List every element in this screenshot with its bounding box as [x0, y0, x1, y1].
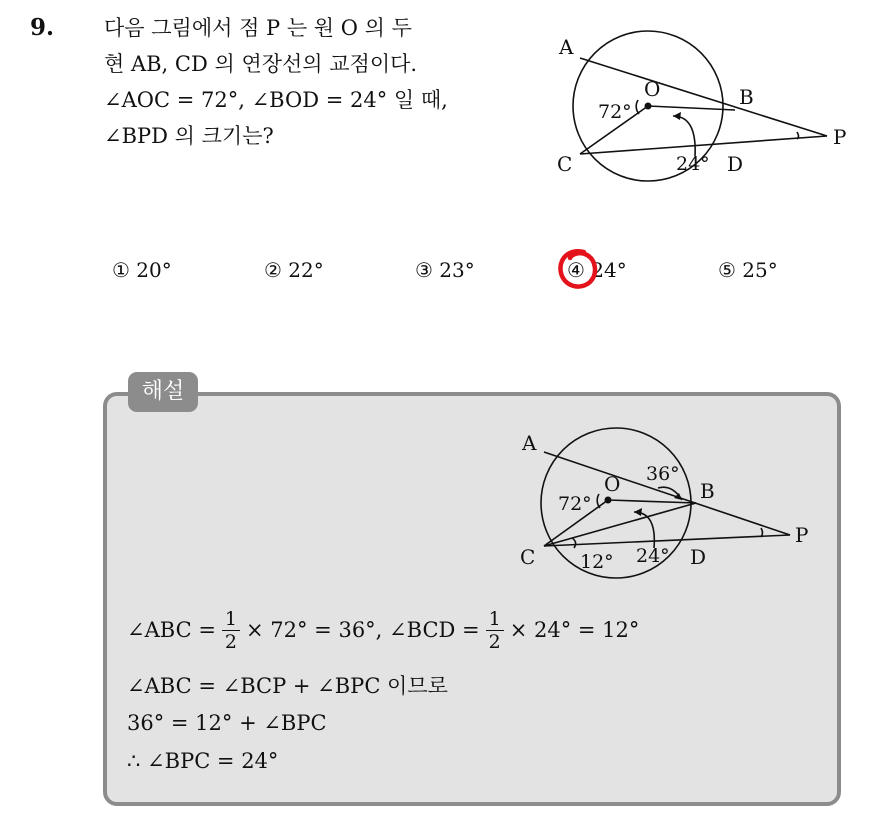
choice-5[interactable] — [718, 255, 778, 285]
solution-line-4: ∴ ∠BPC = 24° — [127, 749, 279, 773]
fraction-1-numerator: 1 — [222, 608, 240, 631]
label-d: D — [727, 152, 744, 176]
label-a: A — [559, 35, 574, 59]
choice-3[interactable] — [415, 255, 475, 285]
label-d-2: D — [690, 545, 707, 569]
label-b: B — [739, 85, 754, 109]
fraction-1-denominator: 2 — [224, 630, 238, 653]
label-a-2: A — [522, 431, 537, 455]
answer-mark-circle — [554, 246, 602, 294]
solution-line-1-part3: × 24° = 12° — [509, 618, 640, 642]
answer-choices — [0, 255, 884, 289]
choice-2-marker: ② — [264, 258, 282, 282]
solution-label: 해설 — [128, 372, 198, 412]
choice-3-marker: ③ — [415, 258, 433, 282]
choice-4-marker: ④ — [567, 258, 585, 282]
choice-5-text: 25° — [742, 258, 778, 282]
label-angle-aoc-2: 72° — [558, 493, 592, 515]
arrow-head-bod — [673, 112, 681, 120]
answer-mark-stroke — [560, 251, 595, 286]
label-p: P — [833, 125, 847, 149]
solution-line-1-part2: × 72° = 36°, ∠BCD = — [246, 618, 480, 642]
question-text — [104, 10, 534, 154]
center-dot-o-2 — [605, 497, 612, 504]
fraction-2-numerator: 1 — [486, 608, 504, 631]
choice-1-marker: ① — [112, 258, 130, 282]
label-o-2: O — [604, 472, 621, 496]
label-angle-bod: 24° — [676, 153, 710, 175]
angle-arc-p — [797, 132, 799, 139]
choice-1[interactable] — [112, 255, 172, 285]
center-dot-o — [645, 103, 652, 110]
solution-line-3: 36° = 12° + ∠BPC — [127, 711, 327, 735]
fraction-one-half-2 — [486, 608, 504, 653]
choice-4-text: 24° — [591, 258, 627, 282]
fraction-one-half-1 — [222, 608, 240, 653]
segment-o-b-2 — [608, 500, 696, 503]
label-angle-aoc: 72° — [598, 101, 632, 123]
label-c: C — [557, 152, 573, 176]
angle-arc-p-2 — [761, 528, 763, 537]
choice-5-marker: ⑤ — [718, 258, 736, 282]
label-c-2: C — [520, 545, 536, 569]
angle-arc-bcd-2 — [572, 538, 576, 548]
fraction-2-denominator: 2 — [488, 630, 501, 653]
choice-1-text: 20° — [136, 258, 172, 282]
angle-arc-bod — [673, 116, 695, 156]
question-line-4: ∠BPD 의 크기는? — [104, 124, 274, 148]
label-b-2: B — [700, 479, 715, 503]
segment-o-b — [648, 106, 735, 110]
label-angle-bod-2: 24° — [636, 545, 670, 567]
question-line-3: ∠AOC = 72°, ∠BOD = 24° 일 때, — [104, 88, 448, 112]
solution-figure — [512, 418, 812, 588]
segment-c-p — [580, 136, 827, 154]
segment-a-p — [580, 58, 827, 136]
question-line-2: 현 AB, CD 의 연장선의 교점이다. — [104, 52, 418, 76]
question-number: 9. — [30, 14, 55, 41]
question-figure — [545, 16, 865, 191]
choice-2-text: 22° — [288, 258, 324, 282]
choice-2[interactable] — [264, 255, 324, 285]
label-angle-bcd-2: 12° — [580, 551, 614, 573]
label-o: O — [644, 77, 661, 101]
question-line-1: 다음 그림에서 점 P 는 원 O 의 두 — [104, 16, 412, 40]
label-angle-abc-2: 36° — [646, 463, 680, 485]
choice-3-text: 23° — [439, 258, 475, 282]
solution-line-1-part1: ∠ABC = — [127, 618, 216, 642]
label-p-2: P — [795, 523, 809, 547]
arrow-head-bod-2 — [634, 508, 642, 516]
solution-line-2: ∠ABC = ∠BCP + ∠BPC 이므로 — [127, 674, 448, 698]
solution-line-1 — [127, 602, 639, 658]
